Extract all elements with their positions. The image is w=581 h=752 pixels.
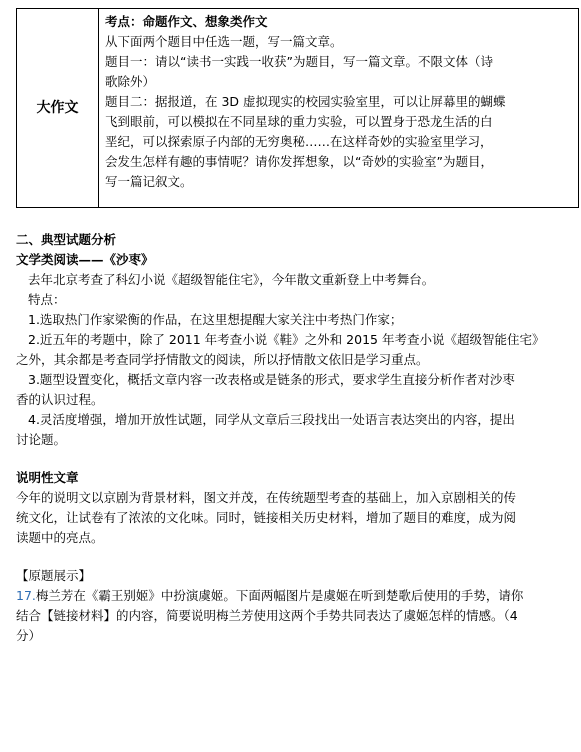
point-line: 3.题型设置变化，概括文章内容一改表格或是链条的形式，要求学生直接分析作者对沙枣 — [28, 372, 515, 387]
table-line: 飞到眼前，可以模拟在不同星球的重力实验，可以置身于恐龙生活的白 — [105, 114, 493, 129]
point-line: 2.近五年的考题中，除了 2011 年考查小说《鞋》之外和 2015 年考查小说《超级智能住宅》 — [28, 332, 545, 347]
table-line: 从下面两个题目中任选一题，写一篇文章。 — [105, 34, 343, 49]
feature-label: 特点： — [28, 292, 66, 307]
table-label: 大作文 — [17, 9, 99, 207]
section-title: 二、典型试题分析 — [16, 232, 117, 247]
section-analysis — [16, 230, 576, 450]
table-line: 歌除外） — [105, 74, 156, 89]
intro-text: 去年北京考查了科幻小说《超级智能住宅》，今年散文重新登上中考舞台。 — [28, 272, 435, 287]
table-heading: 考点：命题作文、想象类作文 — [105, 14, 268, 29]
point-line: 之外，其余都是考查同学抒情散文的阅读，所以抒情散文依旧是学习重点。 — [16, 352, 429, 367]
question-line — [16, 586, 576, 606]
point-line: 4.灵活度增强，增加开放性试题，同学从文章后三段找出一处语言表达突出的内容，提出 — [28, 412, 515, 427]
point-line: 香的认识过程。 — [16, 392, 104, 407]
question-line: 分） — [16, 628, 42, 643]
table-content — [99, 9, 578, 207]
question-line: 结合【链接材料】的内容，简要说明梅兰芳使用这两个手势共同表达了虞姬怎样的情感。（4 — [16, 608, 518, 623]
point-line: 1.选取热门作家梁衡的作品，在这里想提醒大家关注中考热门作家； — [28, 312, 403, 327]
expository-line: 今年的说明文以京剧为背景材料，图文并茂，在传统题型考查的基础上，加入京剧相关的传 — [16, 490, 517, 505]
point-line: 讨论题。 — [16, 432, 67, 447]
table-line: 题目二：据报道，在 3D 虚拟现实的校园实验室里，可以让屏幕里的蝴蝶 — [105, 94, 506, 109]
section-expository — [16, 468, 576, 548]
question-number: 17. — [16, 588, 36, 603]
table-line: 题目一：请以“读书一实践一收获”为题目，写一篇文章。不限文体（诗 — [105, 54, 493, 69]
expository-line: 统文化，让试卷有了浓浓的文化味。同时，链接相关历史材料，增加了题目的难度，成为阅 — [16, 510, 517, 525]
composition-table — [16, 8, 579, 208]
section-title: 说明性文章 — [16, 470, 79, 485]
section-question — [16, 566, 576, 646]
expository-line: 读题中的亮点。 — [16, 530, 104, 545]
section-title: 【原题展示】 — [16, 568, 92, 583]
question-text: 梅兰芳在《霸王别姬》中扮演虞姬。下面两幅图片是虞姬在听到楚歌后使用的手势，请你 — [35, 588, 524, 603]
table-line: 写一篇记叙文。 — [105, 174, 193, 189]
table-line: 会发生怎样有趣的事情呢？请你发挥想象，以“奇妙的实验室”为题目， — [105, 154, 493, 169]
section-subtitle: 文学类阅读——《沙枣》 — [16, 252, 154, 267]
table-line: 垩纪，可以探索原子内部的无穷奥秘……在这样奇妙的实验室里学习， — [105, 134, 493, 149]
